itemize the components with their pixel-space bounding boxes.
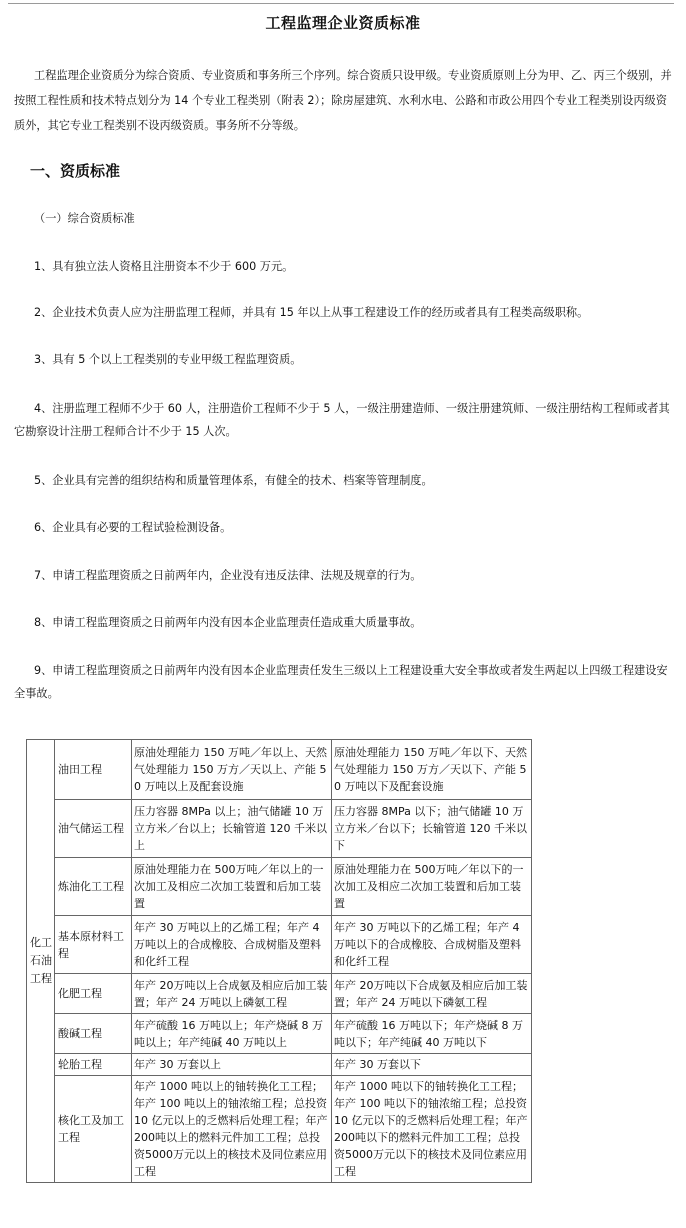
- medium-scale-cell: 年产硫酸 16 万吨以下；年产烧碱 8 万吨以下；年产纯碱 40 万吨以下: [332, 1014, 532, 1054]
- table-row: [27, 858, 601, 916]
- table-row: [27, 1076, 601, 1183]
- table-row: [27, 740, 601, 800]
- document-title: 工程监理企业资质标准: [265, 14, 421, 32]
- standard-item-1: 1、具有独立法人资格且注册资本不少于 600 万元。: [34, 260, 294, 273]
- medium-scale-cell: 年产 30 万吨以下的乙烯工程；年产 4 万吨以下的合成橡胶、合成树脂及塑料和化纤工程: [332, 916, 532, 974]
- engineering-category-table: [26, 739, 600, 1183]
- project-name-cell: 油田工程: [55, 740, 132, 800]
- table-row: [27, 1054, 601, 1076]
- large-scale-cell: 原油处理能力在 500万吨／年以上的一次加工及相应二次加工装置和后加工装置: [132, 858, 332, 916]
- project-name-cell: 油气储运工程: [55, 800, 132, 858]
- medium-scale-cell: 压力容器 8MPa 以下；油气储罐 10 万立方米／台以下；长输管道 120 千米以下: [332, 800, 532, 858]
- sub-heading: （一）综合资质标准: [34, 212, 135, 225]
- medium-scale-cell: 原油处理能力在 500万吨／年以下的一次加工及相应二次加工装置和后加工装置: [332, 858, 532, 916]
- table-row: [27, 800, 601, 858]
- category-cell: 化工石油工程: [27, 740, 55, 1183]
- medium-scale-cell: 年产 1000 吨以下的铀转换化工工程；年产 100 吨以下的铀浓缩工程；总投资 10 亿元以下的乏燃料后处理工程；年产200吨以下的燃料元件加工工程；总投资5000万元以下的核技术及同位素应用工程: [332, 1076, 532, 1183]
- table-row: [27, 1014, 601, 1054]
- project-name-cell: 化肥工程: [55, 974, 132, 1014]
- standard-item-7: 7、申请工程监理资质之日前两年内，企业没有违反法律、法规及规章的行为。: [34, 569, 422, 582]
- standard-item-4: 4、注册监理工程师不少于 60 人，注册造价工程师不少于 5 人，一级注册建造师、一级注册建筑师、一级注册结构工程师或者其它勘察设计注册工程师合计不少于 15 人次。: [14, 402, 670, 438]
- large-scale-cell: 年产 20万吨以上合成氨及相应后加工装置；年产 24 万吨以上磷氨工程: [132, 974, 332, 1014]
- large-scale-cell: 年产 30 万吨以上的乙烯工程；年产 4 万吨以上的合成橡胶、合成树脂及塑料和化纤工程: [132, 916, 332, 974]
- large-scale-cell: 压力容器 8MPa 以上；油气储罐 10 万立方米／台以上；长输管道 120 千米以上: [132, 800, 332, 858]
- standard-item-2: 2、企业技术负责人应为注册监理工程师，并具有 15 年以上从事工程建设工作的经历或者具有工程类高级职称。: [34, 306, 589, 319]
- table-row: [27, 974, 601, 1014]
- top-rule: [8, 3, 674, 4]
- standard-item-6: 6、企业具有必要的工程试验检测设备。: [34, 521, 232, 534]
- intro-paragraph: 工程监理企业资质分为综合资质、专业资质和事务所三个序列。综合资质只设甲级。专业资质原则上分为甲、乙、丙三个级别，并按照工程性质和技术特点划分为 14 个专业工程类别（附表 2）；除房屋建筑、水利水电、公路和市政公用四个专业工程类别设丙级资质外，其它专业工程类别不设丙级资质。事务所不分等级。: [14, 69, 672, 132]
- project-name-cell: 酸碱工程: [55, 1014, 132, 1054]
- standard-item-8: 8、申请工程监理资质之日前两年内没有因本企业监理责任造成重大质量事故。: [34, 616, 422, 629]
- blank-cell: [532, 740, 601, 1183]
- table-row: [27, 916, 601, 974]
- medium-scale-cell: 年产 30 万套以下: [332, 1054, 532, 1076]
- project-name-cell: 轮胎工程: [55, 1054, 132, 1076]
- project-name-cell: 基本原材料工程: [55, 916, 132, 974]
- medium-scale-cell: 年产 20万吨以下合成氨及相应后加工装置；年产 24 万吨以下磷氨工程: [332, 974, 532, 1014]
- medium-scale-cell: 原油处理能力 150 万吨／年以下、天然气处理能力 150 万方／天以下、产能 50 万吨以下及配套设施: [332, 740, 532, 800]
- project-name-cell: 核化工及加工工程: [55, 1076, 132, 1183]
- large-scale-cell: 原油处理能力 150 万吨／年以上、天然气处理能力 150 万方／天以上、产能 50 万吨以上及配套设施: [132, 740, 332, 800]
- standard-item-5: 5、企业具有完善的组织结构和质量管理体系，有健全的技术、档案等管理制度。: [34, 474, 433, 487]
- large-scale-cell: 年产 1000 吨以上的铀转换化工工程；年产 100 吨以上的铀浓缩工程；总投资 10 亿元以上的乏燃料后处理工程；年产200吨以上的燃料元件加工工程；总投资5000万元以上的核技术及同位素应用工程: [132, 1076, 332, 1183]
- standard-item-3: 3、具有 5 个以上工程类别的专业甲级工程监理资质。: [34, 353, 302, 366]
- standard-item-9: 9、申请工程监理资质之日前两年内没有因本企业监理责任发生三级以上工程建设重大安全事故或者发生两起以上四级工程建设安全事故。: [14, 664, 668, 700]
- section-heading: 一、资质标准: [30, 162, 121, 180]
- large-scale-cell: 年产硫酸 16 万吨以上；年产烧碱 8 万吨以上；年产纯碱 40 万吨以上: [132, 1014, 332, 1054]
- project-name-cell: 炼油化工工程: [55, 858, 132, 916]
- large-scale-cell: 年产 30 万套以上: [132, 1054, 332, 1076]
